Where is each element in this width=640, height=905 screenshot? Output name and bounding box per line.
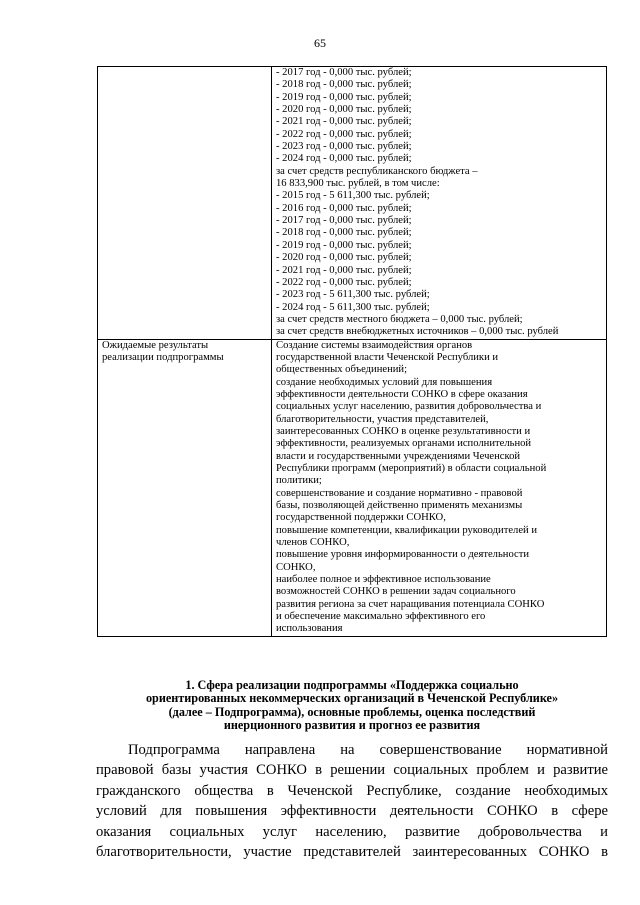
funding-line: за счет средств внебюджетных источников – 0,000 тыс. рублей (276, 326, 559, 338)
result-line: и обеспечение максимально эффективного его (276, 611, 486, 623)
funding-line: - 2019 год - 0,000 тыс. рублей; (276, 91, 412, 103)
funding-line: - 2021 год - 0,000 тыс. рублей; (276, 264, 412, 276)
paragraph-line: правовой базы участия СОНКО в решении социальных проблем и развитие (96, 762, 608, 779)
expected-results-cell (272, 339, 607, 636)
result-line: власти и государственными учреждениями Чеченской (276, 450, 521, 462)
funding-line: - 2015 год - 5 611,300 тыс. рублей; (276, 190, 430, 202)
result-line: членов СОНКО, (276, 537, 350, 549)
funding-line: - 2016 год - 0,000 тыс. рублей; (276, 202, 412, 214)
result-line: эффективности, реализуемых органами исполнительной (276, 438, 532, 450)
result-line: повышение уровня информированности о деятельности (276, 549, 530, 561)
expected-results-label-cell (98, 339, 272, 636)
passport-table (97, 66, 607, 637)
result-line: развития региона за счет наращивания потенциала СОНКО (276, 598, 545, 610)
funding-line: - 2018 год - 0,000 тыс. рублей; (276, 79, 412, 91)
funding-line: - 2018 год - 0,000 тыс. рублей; (276, 227, 412, 239)
funding-line: - 2020 год - 0,000 тыс. рублей; (276, 104, 412, 116)
result-line: создание необходимых условий для повышения (276, 376, 493, 388)
funding-line: 16 833,900 тыс. рублей, в том числе: (276, 178, 440, 190)
funding-line: - 2022 год - 0,000 тыс. рублей; (276, 276, 412, 288)
heading-line: (далее – Подпрограмма), основные проблемы, оценка последствий (168, 704, 536, 719)
result-line: благотворительности, участия представителей, (276, 413, 489, 425)
result-line: политики; (276, 475, 322, 487)
result-line: Республики программ (мероприятий) в области социальной (276, 463, 547, 474)
funding-line: - 2021 год - 0,000 тыс. рублей; (276, 116, 412, 128)
paragraph-line: гражданского общества в Чеченской Республике, создание необходимых (96, 782, 608, 799)
result-line: заинтересованных СОНКО в оценке результативности и (276, 425, 531, 437)
result-line: Создание системы взаимодействия органов (276, 339, 473, 351)
heading-line: 1. Сфера реализации подпрограммы «Поддержка социально (185, 678, 519, 692)
table-row (98, 339, 607, 636)
funding-line: - 2023 год - 0,000 тыс. рублей; (276, 141, 412, 153)
funding-line: - 2024 год - 5 611,300 тыс. рублей; (276, 301, 430, 313)
table-row (98, 67, 607, 340)
funding-line: - 2019 год - 0,000 тыс. рублей; (276, 239, 412, 251)
result-line: использования (276, 623, 343, 635)
funding-line: - 2022 год - 0,000 тыс. рублей; (276, 128, 412, 140)
paragraph-line: условий для повышения эффективности деятельности СОНКО в сфере (96, 803, 608, 820)
funding-line: за счет средств местного бюджета – 0,000 тыс. рублей; (276, 313, 523, 325)
page-number: 65 (314, 36, 326, 50)
result-line: повышение компетенции, квалификации руководителей и (276, 524, 538, 536)
result-line: государственной власти Чеченской Республики и (276, 351, 499, 363)
funding-line: - 2017 год - 0,000 тыс. рублей; (276, 67, 412, 78)
result-line: эффективности деятельности СОНКО в сфере оказания (276, 388, 528, 400)
funding-line: - 2017 год - 0,000 тыс. рублей; (276, 215, 412, 227)
section-heading (96, 679, 608, 733)
funding-line: - 2023 год - 5 611,300 тыс. рублей; (276, 289, 430, 301)
table-cell-empty (98, 67, 272, 340)
paragraph-line: Подпрограмма направлена на совершенствование нормативной (128, 742, 608, 758)
body-paragraph (96, 740, 608, 862)
funding-line: за счет средств республиканского бюджета – (276, 165, 478, 177)
row-label-line: реализации подпрограммы (102, 351, 224, 363)
row-label-line: Ожидаемые результаты (102, 339, 209, 351)
result-line: базы, позволяющей действенно применять механизмы (276, 500, 523, 512)
funding-line: - 2020 год - 0,000 тыс. рублей; (276, 252, 412, 264)
funding-cell (272, 67, 607, 340)
heading-line: ориентированных некоммерческих организаций в Чеченской Республике» (145, 691, 559, 706)
result-line: совершенствование и создание нормативно - правовой (276, 487, 523, 499)
funding-line: - 2024 год - 0,000 тыс. рублей; (276, 153, 412, 165)
result-line: возможностей СОНКО в решении задач социального (276, 586, 516, 598)
result-line: наиболее полное и эффективное использование (276, 574, 491, 586)
result-line: социальных услуг населению, развития добровольчества и (276, 401, 542, 413)
result-line: государственной поддержки СОНКО, (276, 512, 446, 524)
heading-line: инерционного развития и прогноз ее развития (223, 718, 481, 733)
paragraph-line: оказания социальных услуг населению, развитие добровольчества и (96, 823, 608, 840)
paragraph-line: благотворительности, участие представителей заинтересованных СОНКО в (96, 844, 608, 861)
result-line: общественных объединений; (276, 364, 408, 376)
result-line: СОНКО, (276, 561, 316, 573)
